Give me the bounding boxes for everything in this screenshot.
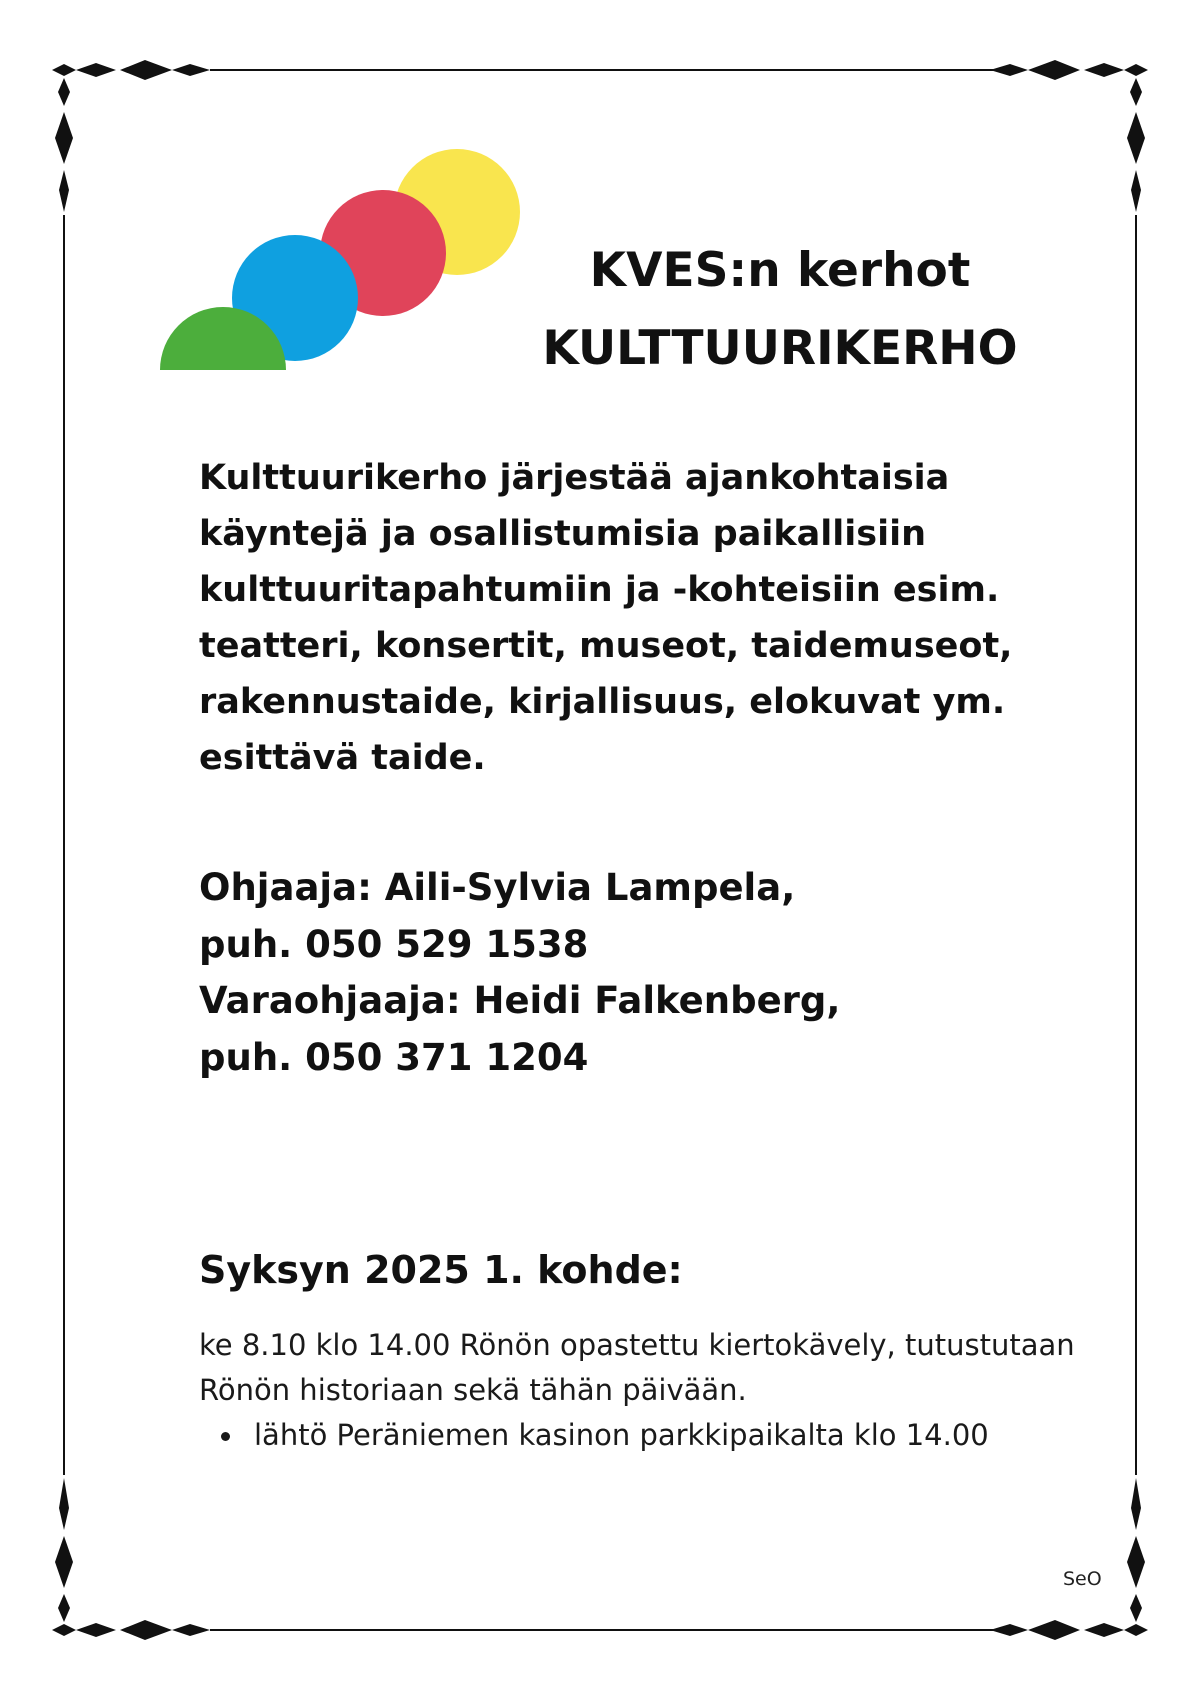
intro-line: rakennustaide, kirjallisuus, elokuvat ym. [199, 682, 1006, 722]
details-line: ke 8.10 klo 14.00 Rönön opastettu kiertokävely, tutustutaan [199, 1328, 1075, 1362]
contacts-block [199, 860, 1099, 1086]
deputy-leader-phone: puh. 050 371 1204 [199, 1035, 589, 1079]
bullet-icon [221, 1432, 230, 1441]
intro-line: teatteri, konsertit, museot, taidemuseot, [199, 626, 1013, 666]
deputy-leader-name: Varaohjaaja: Heidi Falkenberg, [199, 979, 841, 1022]
colored-circles-logo [160, 148, 520, 378]
title-line-club: KVES:n kerhot [589, 243, 971, 298]
intro-line: käyntejä ja osallistumisia paikallisiin [199, 514, 926, 554]
intro-line: esittävä taide. [199, 738, 486, 778]
autumn-target-details [199, 1323, 1119, 1458]
intro-line: kulttuuritapahtumiin ja -kohteisiin esim. [199, 570, 1000, 610]
leader-name: Ohjaaja: Aili-Sylvia Lampela, [199, 866, 796, 909]
departure-info: lähtö Peräniemen kasinon parkkipaikalta klo 14.00 [254, 1418, 989, 1452]
intro-paragraph [199, 450, 1099, 786]
details-line: Rönön historiaan sekä tähän päivään. [199, 1373, 747, 1407]
title-line-name: KULTTUURIKERHO [542, 321, 1018, 376]
author-signature: SeO [1063, 1568, 1102, 1590]
leader-phone: puh. 050 529 1538 [199, 922, 589, 966]
intro-line: Kulttuurikerho järjestää ajankohtaisia [199, 458, 950, 498]
list-item [199, 1413, 1119, 1458]
autumn-target-heading: Syksyn 2025 1. kohde: [199, 1248, 683, 1292]
page-title [520, 232, 1040, 388]
